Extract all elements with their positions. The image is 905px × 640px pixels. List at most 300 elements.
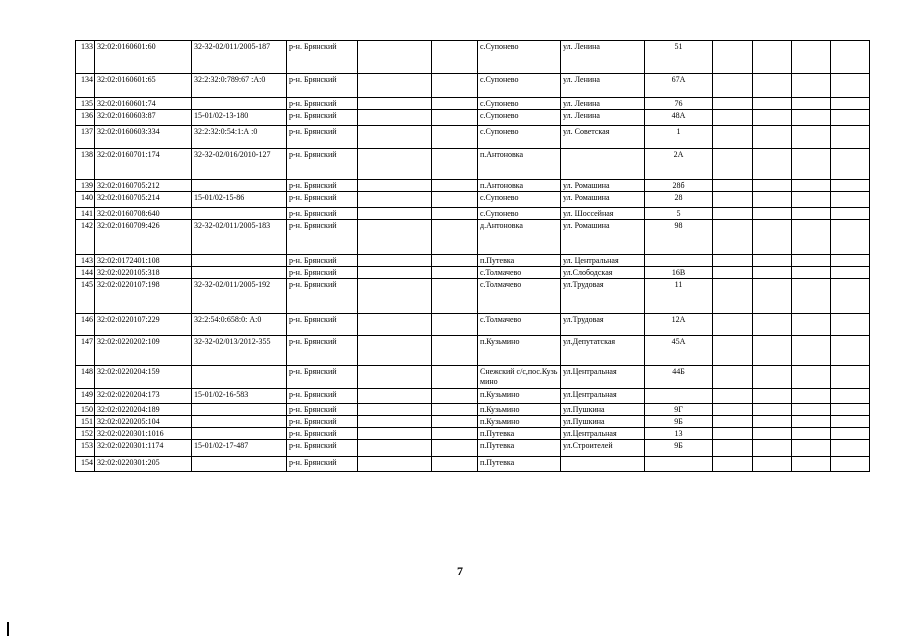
settlement-cell: п.Путевка <box>478 255 561 267</box>
house-number-cell <box>645 457 713 472</box>
row-number-cell: 136 <box>76 110 95 126</box>
registration-doc-cell <box>192 208 287 220</box>
street-cell: ул.Трудовая <box>561 279 645 314</box>
registration-doc-cell <box>192 255 287 267</box>
registration-doc-cell <box>192 457 287 472</box>
registration-doc-cell: 32:2:32:0:54:1:А :0 <box>192 126 287 149</box>
settlement-cell: п.Кузьмино <box>478 389 561 404</box>
row-number-cell: 147 <box>76 336 95 366</box>
row-number-cell: 142 <box>76 220 95 255</box>
empty-cell <box>713 180 753 192</box>
cadastral-number-cell: 32:02:0220202:109 <box>95 336 192 366</box>
street-cell: ул.Центральная <box>561 389 645 404</box>
blank-cell <box>432 208 478 220</box>
empty-cell <box>792 192 831 208</box>
empty-cell <box>792 110 831 126</box>
empty-cell <box>753 255 792 267</box>
registration-doc-cell <box>192 98 287 110</box>
cadastral-number-cell: 32:02:0220107:229 <box>95 314 192 336</box>
empty-cell <box>792 180 831 192</box>
settlement-cell: с.Толмачево <box>478 314 561 336</box>
extra-cell <box>358 41 432 74</box>
empty-cell <box>831 336 870 366</box>
blank-cell <box>432 41 478 74</box>
empty-cell <box>831 279 870 314</box>
blank-cell <box>432 255 478 267</box>
street-cell: ул.Трудовая <box>561 314 645 336</box>
row-number-cell: 135 <box>76 98 95 110</box>
street-cell: ул.Центральная <box>561 428 645 440</box>
house-number-cell: 76 <box>645 98 713 110</box>
house-number-cell: 5 <box>645 208 713 220</box>
empty-cell <box>713 255 753 267</box>
empty-cell <box>753 314 792 336</box>
extra-cell <box>358 404 432 416</box>
district-cell: р-н. Брянский <box>287 126 358 149</box>
registration-doc-cell: 15-01/02-15-86 <box>192 192 287 208</box>
district-cell: р-н. Брянский <box>287 149 358 180</box>
cadastral-number-cell: 32:02:0160705:212 <box>95 180 192 192</box>
district-cell: р-н. Брянский <box>287 74 358 98</box>
table-row <box>76 314 870 336</box>
empty-cell <box>831 255 870 267</box>
cadastral-number-cell: 32:02:0220105:318 <box>95 267 192 279</box>
house-number-cell: 12А <box>645 314 713 336</box>
house-number-cell: 13 <box>645 428 713 440</box>
street-cell: ул.Депутатская <box>561 336 645 366</box>
empty-cell <box>831 428 870 440</box>
blank-cell <box>432 98 478 110</box>
empty-cell <box>713 389 753 404</box>
empty-cell <box>753 440 792 457</box>
street-cell: ул.Пушкина <box>561 416 645 428</box>
table-row <box>76 279 870 314</box>
blank-cell <box>432 180 478 192</box>
settlement-cell: с.Супонево <box>478 74 561 98</box>
row-number-cell: 139 <box>76 180 95 192</box>
blank-cell <box>432 336 478 366</box>
row-number-cell: 151 <box>76 416 95 428</box>
table-row <box>76 126 870 149</box>
table-row <box>76 98 870 110</box>
street-cell: ул.Строителей <box>561 440 645 457</box>
empty-cell <box>713 416 753 428</box>
street-cell: ул. Ленина <box>561 41 645 74</box>
district-cell: р-н. Брянский <box>287 440 358 457</box>
district-cell: р-н. Брянский <box>287 314 358 336</box>
district-cell: р-н. Брянский <box>287 255 358 267</box>
district-cell: р-н. Брянский <box>287 41 358 74</box>
empty-cell <box>831 404 870 416</box>
empty-cell <box>831 192 870 208</box>
cadastral-number-cell: 32:02:0220205:104 <box>95 416 192 428</box>
settlement-cell: Снежский с/с,пос.Кузьмино <box>478 366 561 389</box>
district-cell: р-н. Брянский <box>287 220 358 255</box>
cadastral-number-cell: 32:02:0220301:1016 <box>95 428 192 440</box>
page-number: 7 <box>457 564 463 578</box>
blank-cell <box>432 267 478 279</box>
row-number-cell: 153 <box>76 440 95 457</box>
district-cell: р-н. Брянский <box>287 366 358 389</box>
empty-cell <box>713 279 753 314</box>
empty-cell <box>713 428 753 440</box>
cadastral-number-cell: 32:02:0160603:334 <box>95 126 192 149</box>
district-cell: р-н. Брянский <box>287 428 358 440</box>
house-number-cell <box>645 255 713 267</box>
table-row <box>76 404 870 416</box>
blank-cell <box>432 314 478 336</box>
cadastral-number-cell: 32:02:0220301:1174 <box>95 440 192 457</box>
extra-cell <box>358 208 432 220</box>
empty-cell <box>753 126 792 149</box>
extra-cell <box>358 428 432 440</box>
house-number-cell: 67А <box>645 74 713 98</box>
extra-cell <box>358 267 432 279</box>
empty-cell <box>753 428 792 440</box>
empty-cell <box>713 192 753 208</box>
house-number-cell: 28 <box>645 192 713 208</box>
settlement-cell: п.Антоновка <box>478 149 561 180</box>
registration-doc-cell: 15-01/02-16-583 <box>192 389 287 404</box>
table-row <box>76 267 870 279</box>
settlement-cell: с.Супонево <box>478 98 561 110</box>
empty-cell <box>713 208 753 220</box>
street-cell: ул. Центральная <box>561 255 645 267</box>
empty-cell <box>792 126 831 149</box>
empty-cell <box>792 208 831 220</box>
extra-cell <box>358 255 432 267</box>
registration-doc-cell <box>192 428 287 440</box>
settlement-cell: с.Супонево <box>478 208 561 220</box>
blank-cell <box>432 428 478 440</box>
settlement-cell: с.Супонево <box>478 126 561 149</box>
empty-cell <box>831 220 870 255</box>
empty-cell <box>831 98 870 110</box>
street-cell: ул. Ленина <box>561 98 645 110</box>
extra-cell <box>358 220 432 255</box>
extra-cell <box>358 110 432 126</box>
table-row <box>76 366 870 389</box>
row-number-cell: 137 <box>76 126 95 149</box>
empty-cell <box>713 74 753 98</box>
house-number-cell: 44Б <box>645 366 713 389</box>
empty-cell <box>792 98 831 110</box>
extra-cell <box>358 389 432 404</box>
empty-cell <box>792 314 831 336</box>
extra-cell <box>358 149 432 180</box>
cadastral-number-cell: 32:02:0220204:173 <box>95 389 192 404</box>
district-cell: р-н. Брянский <box>287 389 358 404</box>
empty-cell <box>792 267 831 279</box>
house-number-cell: 98 <box>645 220 713 255</box>
empty-cell <box>831 126 870 149</box>
house-number-cell: 45А <box>645 336 713 366</box>
settlement-cell: п.Путевка <box>478 457 561 472</box>
registration-doc-cell: 32-32-02/011/2005-183 <box>192 220 287 255</box>
table-row <box>76 41 870 74</box>
table-row <box>76 255 870 267</box>
street-cell: ул.Пушкина <box>561 404 645 416</box>
table-row <box>76 416 870 428</box>
empty-cell <box>753 336 792 366</box>
blank-cell <box>432 366 478 389</box>
empty-cell <box>831 267 870 279</box>
empty-cell <box>792 457 831 472</box>
empty-cell <box>792 220 831 255</box>
empty-cell <box>792 389 831 404</box>
empty-cell <box>753 192 792 208</box>
table-row <box>76 220 870 255</box>
empty-cell <box>831 366 870 389</box>
extra-cell <box>358 192 432 208</box>
street-cell: ул. Шоссейная <box>561 208 645 220</box>
street-cell: ул. Советская <box>561 126 645 149</box>
row-number-cell: 144 <box>76 267 95 279</box>
settlement-cell: с.Супонево <box>478 41 561 74</box>
empty-cell <box>753 220 792 255</box>
empty-cell <box>831 389 870 404</box>
table-row <box>76 457 870 472</box>
registration-doc-cell: 32:2:54:0:658:0: А:0 <box>192 314 287 336</box>
empty-cell <box>753 180 792 192</box>
house-number-cell: 48А <box>645 110 713 126</box>
row-number-cell: 140 <box>76 192 95 208</box>
house-number-cell: 1 <box>645 126 713 149</box>
table-row <box>76 149 870 180</box>
registration-doc-cell <box>192 180 287 192</box>
row-number-cell: 154 <box>76 457 95 472</box>
registration-doc-cell: 32-32-02/013/2012-355 <box>192 336 287 366</box>
registration-doc-cell <box>192 416 287 428</box>
empty-cell <box>792 416 831 428</box>
cadastral-number-cell: 32:02:0160603:87 <box>95 110 192 126</box>
table-row <box>76 428 870 440</box>
blank-cell <box>432 457 478 472</box>
registration-doc-cell: 32-32-02/011/2005-192 <box>192 279 287 314</box>
table-row <box>76 336 870 366</box>
cadastral-number-cell: 32:02:0220204:159 <box>95 366 192 389</box>
empty-cell <box>713 336 753 366</box>
registration-doc-cell <box>192 366 287 389</box>
district-cell: р-н. Брянский <box>287 336 358 366</box>
empty-cell <box>713 126 753 149</box>
district-cell: р-н. Брянский <box>287 98 358 110</box>
blank-cell <box>432 404 478 416</box>
empty-cell <box>753 267 792 279</box>
blank-cell <box>432 74 478 98</box>
table-row <box>76 110 870 126</box>
empty-cell <box>753 389 792 404</box>
row-number-cell: 152 <box>76 428 95 440</box>
row-number-cell: 150 <box>76 404 95 416</box>
empty-cell <box>831 208 870 220</box>
empty-cell <box>831 314 870 336</box>
cadastral-number-cell: 32:02:0160701:174 <box>95 149 192 180</box>
house-number-cell: 9Б <box>645 440 713 457</box>
extra-cell <box>358 98 432 110</box>
street-cell: ул. Ромашина <box>561 192 645 208</box>
row-number-cell: 133 <box>76 41 95 74</box>
cadastral-number-cell: 32:02:0160601:60 <box>95 41 192 74</box>
house-number-cell: 11 <box>645 279 713 314</box>
row-number-cell: 141 <box>76 208 95 220</box>
empty-cell <box>753 404 792 416</box>
settlement-cell: п.Кузьмино <box>478 336 561 366</box>
extra-cell <box>358 314 432 336</box>
empty-cell <box>831 149 870 180</box>
blank-cell <box>432 110 478 126</box>
house-number-cell <box>645 389 713 404</box>
empty-cell <box>792 149 831 180</box>
registration-doc-cell: 32:2:32:0:789:67 :А:0 <box>192 74 287 98</box>
extra-cell <box>358 440 432 457</box>
extra-cell <box>358 366 432 389</box>
settlement-cell: д.Антоновка <box>478 220 561 255</box>
empty-cell <box>792 440 831 457</box>
table-row <box>76 192 870 208</box>
street-cell: ул. Ромашина <box>561 180 645 192</box>
empty-cell <box>753 416 792 428</box>
blank-cell <box>432 279 478 314</box>
settlement-cell: п.Путевка <box>478 440 561 457</box>
street-cell: ул. Ромашина <box>561 220 645 255</box>
cadastral-number-cell: 32:02:0160601:65 <box>95 74 192 98</box>
registration-doc-cell <box>192 267 287 279</box>
empty-cell <box>753 279 792 314</box>
blank-cell <box>432 126 478 149</box>
extra-cell <box>358 457 432 472</box>
empty-cell <box>713 457 753 472</box>
empty-cell <box>753 366 792 389</box>
registration-doc-cell: 15-01/02-13-180 <box>192 110 287 126</box>
empty-cell <box>713 404 753 416</box>
empty-cell <box>792 255 831 267</box>
blank-cell <box>432 192 478 208</box>
empty-cell <box>753 208 792 220</box>
blank-cell <box>432 220 478 255</box>
table-row <box>76 180 870 192</box>
empty-cell <box>713 314 753 336</box>
extra-cell <box>358 126 432 149</box>
cadastral-number-cell: 32:02:0160601:74 <box>95 98 192 110</box>
empty-cell <box>792 279 831 314</box>
extra-cell <box>358 74 432 98</box>
empty-cell <box>792 74 831 98</box>
district-cell: р-н. Брянский <box>287 404 358 416</box>
settlement-cell: п.Кузьмино <box>478 416 561 428</box>
empty-cell <box>831 440 870 457</box>
cadastral-number-cell: 32:02:0160709:426 <box>95 220 192 255</box>
empty-cell <box>713 366 753 389</box>
property-register-table <box>75 40 870 472</box>
row-number-cell: 134 <box>76 74 95 98</box>
empty-cell <box>831 74 870 98</box>
row-number-cell: 145 <box>76 279 95 314</box>
district-cell: р-н. Брянский <box>287 416 358 428</box>
settlement-cell: с.Супонево <box>478 110 561 126</box>
registration-doc-cell: 32-32-02/011/2005-187 <box>192 41 287 74</box>
house-number-cell: 9Г <box>645 404 713 416</box>
empty-cell <box>753 41 792 74</box>
settlement-cell: п.Путевка <box>478 428 561 440</box>
row-number-cell: 138 <box>76 149 95 180</box>
empty-cell <box>713 267 753 279</box>
blank-cell <box>432 389 478 404</box>
cadastral-number-cell: 32:02:0220301:205 <box>95 457 192 472</box>
empty-cell <box>792 428 831 440</box>
settlement-cell: с.Супонево <box>478 192 561 208</box>
street-cell: ул.Слободская <box>561 267 645 279</box>
district-cell: р-н. Брянский <box>287 208 358 220</box>
settlement-cell: п.Антоновка <box>478 180 561 192</box>
street-cell: ул. Ленина <box>561 74 645 98</box>
empty-cell <box>713 41 753 74</box>
blank-cell <box>432 149 478 180</box>
street-cell <box>561 457 645 472</box>
house-number-cell: 2А <box>645 149 713 180</box>
cadastral-number-cell: 32:02:0220107:198 <box>95 279 192 314</box>
empty-cell <box>753 98 792 110</box>
registration-doc-cell: 15-01/02-17-487 <box>192 440 287 457</box>
street-cell: ул. Ленина <box>561 110 645 126</box>
empty-cell <box>713 149 753 180</box>
empty-cell <box>753 149 792 180</box>
street-cell: ул.Центральная <box>561 366 645 389</box>
table-row <box>76 74 870 98</box>
registration-doc-cell: 32-32-02/016/2010-127 <box>192 149 287 180</box>
empty-cell <box>831 416 870 428</box>
empty-cell <box>713 220 753 255</box>
district-cell: р-н. Брянский <box>287 180 358 192</box>
district-cell: р-н. Брянский <box>287 457 358 472</box>
house-number-cell: 51 <box>645 41 713 74</box>
empty-cell <box>792 404 831 416</box>
empty-cell <box>713 110 753 126</box>
district-cell: р-н. Брянский <box>287 192 358 208</box>
empty-cell <box>792 336 831 366</box>
empty-cell <box>831 41 870 74</box>
table-row <box>76 440 870 457</box>
empty-cell <box>753 110 792 126</box>
empty-cell <box>831 180 870 192</box>
district-cell: р-н. Брянский <box>287 267 358 279</box>
empty-cell <box>792 366 831 389</box>
row-number-cell: 149 <box>76 389 95 404</box>
extra-cell <box>358 180 432 192</box>
district-cell: р-н. Брянский <box>287 110 358 126</box>
street-cell <box>561 149 645 180</box>
table-row <box>76 389 870 404</box>
cadastral-number-cell: 32:02:0160708:640 <box>95 208 192 220</box>
empty-cell <box>792 41 831 74</box>
cadastral-number-cell: 32:02:0160705:214 <box>95 192 192 208</box>
house-number-cell: 16В <box>645 267 713 279</box>
empty-cell <box>713 98 753 110</box>
empty-cell <box>753 74 792 98</box>
house-number-cell: 9Б <box>645 416 713 428</box>
blank-cell <box>432 416 478 428</box>
settlement-cell: п.Кузьмино <box>478 404 561 416</box>
empty-cell <box>753 457 792 472</box>
settlement-cell: с.Толмачево <box>478 267 561 279</box>
district-cell: р-н. Брянский <box>287 279 358 314</box>
cadastral-number-cell: 32:02:0172401:108 <box>95 255 192 267</box>
extra-cell <box>358 416 432 428</box>
row-number-cell: 148 <box>76 366 95 389</box>
row-number-cell: 146 <box>76 314 95 336</box>
extra-cell <box>358 336 432 366</box>
table-body <box>76 41 870 472</box>
